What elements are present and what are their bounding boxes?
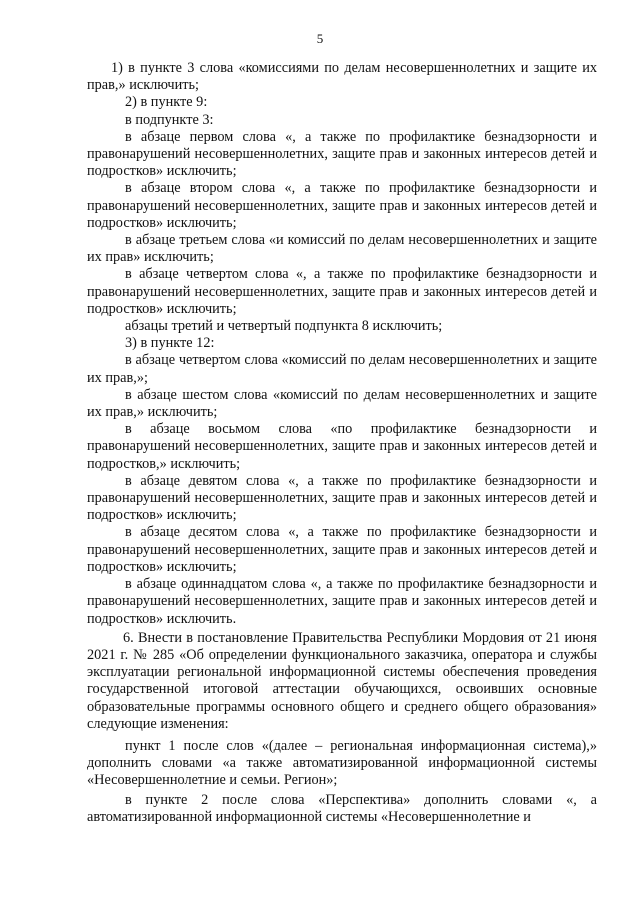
paragraph-18: в пункте 2 после слова «Перспектива» дополнить словами «, а автоматизированной информационной системы «Несовершеннолетние и (87, 791, 597, 825)
paragraph-7: в абзаце четвертом слова «, а также по профилактике безнадзорности и правонарушений несовершеннолетних, защите прав и законных интересов детей и подростков» исключить; (87, 266, 597, 317)
paragraph-14: в абзаце десятом слова «, а также по профилактике безнадзорности и правонарушений несовершеннолетних, защите прав и законных интересов детей и подростков» исключить; (87, 524, 597, 575)
paragraph-5: в абзаце втором слова «, а также по профилактике безнадзорности и правонарушений несовершеннолетних, защите прав и законных интересов детей и подростков» исключить; (87, 180, 597, 231)
paragraph-1: 1) в пункте 3 слова «комиссиями по делам несовершеннолетних и защите их прав,» исключить; (87, 60, 597, 94)
paragraph-16: 6. Внести в постановление Правительства Республики Мордовия от 21 июня 2021 г. № 285 «Об определении функционального заказчика, оператора и службы эксплуатации региональной информационной системы обеспечения проведения государственной итоговой аттестации обучающихся, освоивших основные образовательные программы основного общего и среднего общего образования» следующие изменения: (87, 629, 597, 732)
paragraph-17: пункт 1 после слов «(далее – региональная информационная система),» дополнить словами «а также автоматизированной информационной системы «Несовершеннолетние и семьи. Регион»; (87, 737, 597, 789)
document-body (87, 60, 597, 826)
paragraph-15: в абзаце одиннадцатом слова «, а также по профилактике безнадзорности и правонарушений несовершеннолетних, защите прав и законных интересов детей и подростков» исключить. (87, 576, 597, 627)
paragraph-10: в абзаце четвертом слова «комиссий по делам несовершеннолетних и защите их прав,»; (87, 352, 597, 386)
paragraph-2: 2) в пункте 9: (125, 94, 208, 111)
page-number: 5 (316, 31, 324, 46)
paragraph-4: в абзаце первом слова «, а также по профилактике безнадзорности и правонарушений несовершеннолетних, защите прав и законных интересов детей и подростков» исключить; (87, 128, 597, 180)
paragraph-3: в подпункте 3: (125, 111, 214, 128)
paragraph-6: в абзаце третьем слова «и комиссий по делам несовершеннолетних и защите их прав» исключить; (87, 232, 597, 266)
paragraph-11: в абзаце шестом слова «комиссий по делам несовершеннолетних и защите их прав,» исключить; (87, 386, 597, 421)
paragraph-13: в абзаце девятом слова «, а также по профилактике безнадзорности и правонарушений несовершеннолетних, защите прав и законных интересов детей и подростков» исключить; (87, 472, 597, 524)
paragraph-12: в абзаце восьмом слова «по профилактике безнадзорности и правонарушений несовершеннолетних, защите прав и законных интересов детей и подростков,» исключить; (87, 421, 597, 472)
paragraph-8: абзацы третий и четвертый подпункта 8 исключить; (125, 318, 443, 335)
paragraph-9: 3) в пункте 12: (125, 335, 215, 352)
